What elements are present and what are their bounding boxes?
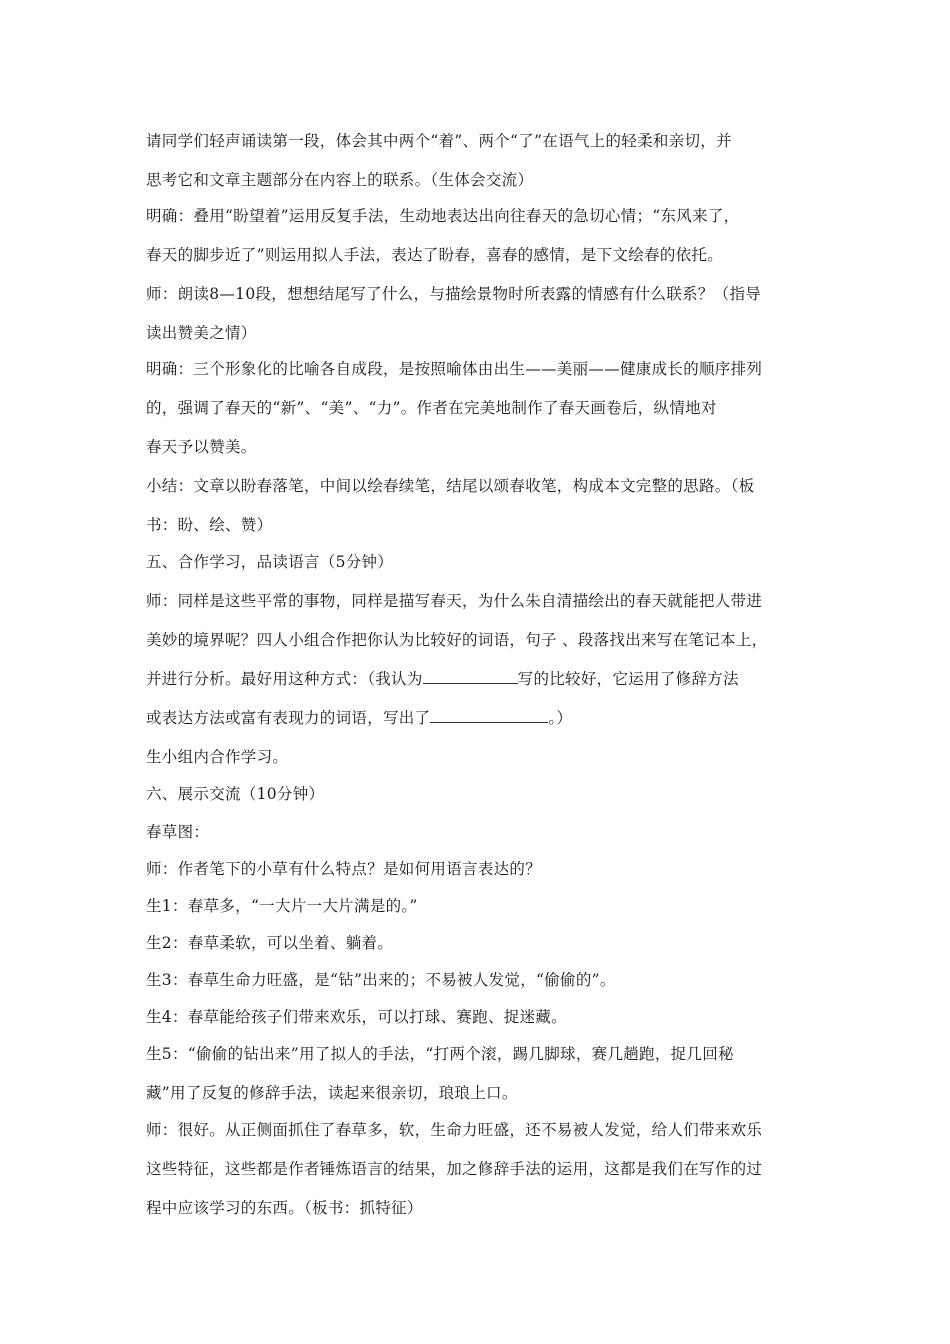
text-line: 读出赞美之情） (146, 324, 257, 342)
text-line: 生小组内合作学习。 (146, 748, 289, 766)
text-line: 的，强调了春天的“新”、“美”、“力”。作者在完美地制作了春天画卷后，纵情地对 (146, 399, 717, 417)
text-line-with-blank (146, 708, 572, 728)
text-line: 这些特征，这些都是作者锤炼语言的结果，加之修辞手法的运用，这都是我们在写作的过 (146, 1160, 763, 1178)
text-line: 生4：春草能给孩子们带来欢乐，可以打球、赛跑、捉迷藏。 (146, 1008, 567, 1026)
text-fragment: 。） (548, 709, 573, 727)
text-line: 春天予以赞美。 (146, 438, 257, 456)
text-line: 师：朗读8—10段，想想结尾写了什么，与描绘景物时所表露的情感有什么联系？（指导 (146, 285, 762, 303)
text-line: 春天的脚步近了”则运用拟人手法，表达了盼春，喜春的感情，是下文绘春的依托。 (146, 246, 724, 264)
text-fragment: 并进行分析。最好用这种方式：（我认为 (146, 670, 423, 688)
text-line: 美妙的境界呢？四人小组合作把你认为比较好的词语，句子 、段落找出来写在笔记本上， (146, 631, 768, 649)
text-line: 明确：叠用“盼望着”运用反复手法，生动地表达出向往春天的急切心情；“东风来了， (146, 207, 740, 225)
text-line: 明确：三个形象化的比喻各自成段，是按照喻体由出生——美丽——健康成长的顺序排列 (146, 360, 763, 378)
text-fragment: 写的比较好，它运用了修辞方法 (517, 670, 739, 688)
text-line: 思考它和文章主题部分在内容上的联系。（生体会交流） (146, 171, 534, 189)
text-line: 程中应该学习的东西。（板书：抓特征） (146, 1199, 423, 1217)
text-line: 师：同样是这些平常的事物，同样是描写春天，为什么朱自清描绘出的春天就能把人带进 (146, 592, 763, 610)
text-line: 春草图： (146, 823, 210, 841)
text-line: 请同学们轻声诵读第一段，体会其中两个“着”、两个“了”在语气上的轻柔和亲切，并 (146, 132, 732, 150)
fill-in-blank (430, 708, 548, 723)
text-line: 生3：春草生命力旺盛，是“钻”出来的；不易被人发觉，“偷偷的”。 (146, 971, 616, 989)
text-line: 师：很好。从正侧面抓住了春草多，软，生命力旺盛，还不易被人发觉，给人们带来欢乐 (146, 1121, 763, 1139)
text-line: 师：作者笔下的小草有什么特点？是如何用语言表达的？ (146, 860, 542, 878)
section-heading: 五、合作学习，品读语言（5分钟） (146, 553, 394, 571)
section-heading: 六、展示交流（10分钟） (146, 785, 325, 803)
text-line-with-blank (146, 669, 739, 689)
text-fragment: 或表达方法或富有表现力的词语，写出了 (146, 709, 431, 727)
text-line: 书：盼、绘、赞） (146, 516, 273, 534)
text-line: 小结：文章以盼春落笔，中间以绘春续笔，结尾以颂春收笔，构成本文完整的思路。（板 (146, 477, 755, 495)
text-line: 生2：春草柔软，可以坐着、躺着。 (146, 934, 394, 952)
text-line: 藏”用了反复的修辞手法，读起来很亲切，琅琅上口。 (146, 1084, 518, 1102)
text-line: 生5：“偷偷的钻出来”用了拟人的手法，“打两个滚，踢几脚球，赛几趟跑，捉几回秘 (146, 1045, 734, 1063)
fill-in-blank (423, 669, 518, 684)
text-line: 生1：春草多，“一大片一大片满是的。” (146, 897, 418, 915)
